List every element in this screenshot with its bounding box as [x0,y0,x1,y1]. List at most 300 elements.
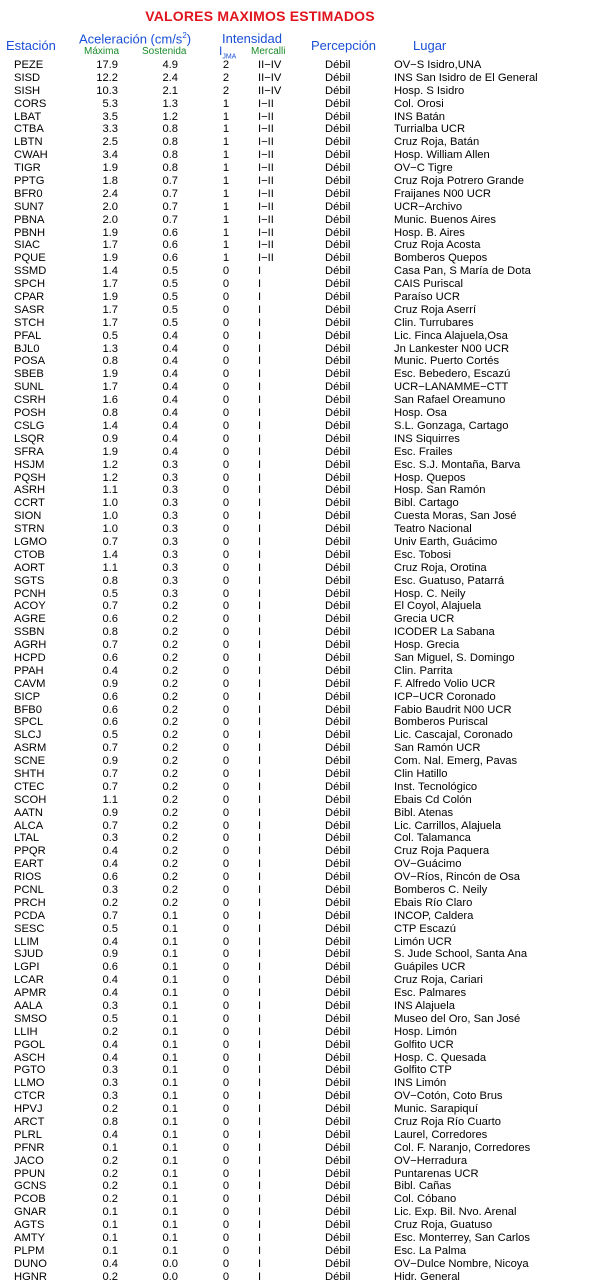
ijma-intensity: 0 [222,729,230,742]
max-acceleration: 0.6 [102,716,118,729]
max-acceleration: 1.0 [102,523,118,536]
perception: Débil [325,1038,351,1051]
place: Fraijanes N00 UCR [394,187,491,200]
ijma-intensity: 0 [222,1000,230,1013]
max-acceleration: 1.7 [102,278,118,291]
sustained-acceleration: 0.1 [162,1012,178,1025]
station-code: SISH [14,84,41,97]
ijma-intensity: 2 [222,71,230,84]
mercalli-intensity: I [258,587,262,600]
perception: Débil [325,484,351,497]
place: S. Jude School, Santa Ana [394,948,528,961]
mercalli-intensity: I [258,1128,262,1141]
sustained-acceleration: 0.4 [162,407,178,420]
station-code: PCNH [14,587,46,600]
mercalli-intensity: I [258,1257,262,1270]
mercalli-intensity: I [258,355,262,368]
mercalli-intensity: I [258,342,262,355]
max-acceleration: 17.9 [96,59,118,71]
station-code: PCNL [14,884,44,896]
station-code: HCPD [14,651,46,664]
mercalli-intensity: I [258,1000,262,1013]
place: San Miguel, S. Domingo [394,651,515,664]
ijma-intensity: 0 [222,1038,230,1051]
ijma-intensity: 0 [222,871,230,884]
mercalli-intensity: I [258,832,262,845]
mercalli-intensity: I [258,1090,262,1103]
station-code: SASR [14,303,45,316]
place: Cruz Roja Aserrí [394,303,477,316]
ijma-intensity: 0 [222,432,230,445]
place: Col. F. Naranjo, Corredores [394,1141,531,1154]
ijma-intensity: 0 [222,1180,230,1193]
sustained-acceleration: 0.2 [162,716,178,729]
station-code: PCDA [14,909,46,922]
perception: Débil [325,278,351,291]
header-perception: Percepción [311,38,377,53]
ijma-intensity: 0 [222,1167,230,1180]
table-row [0,1000,590,1013]
sustained-acceleration: 0.2 [162,677,178,690]
station-code: LGPI [14,961,40,974]
mercalli-intensity: II−IV [258,84,282,97]
place: INS Siquirres [394,432,460,445]
perception: Débil [325,819,351,832]
max-acceleration: 0.8 [102,626,118,639]
ijma-intensity: 0 [222,793,230,806]
mercalli-intensity: I [258,780,262,793]
table-row [0,304,590,317]
ijma-intensity: 0 [222,806,230,819]
sustained-acceleration: 0.1 [162,1141,178,1154]
table-row [0,781,590,794]
table-row [0,355,590,368]
station-code: POSA [14,355,46,368]
perception: Débil [325,677,351,690]
max-acceleration: 0.6 [102,703,118,716]
station-code: GNAR [14,1206,47,1219]
perception: Débil [325,355,351,368]
place: INCOP, Caldera [394,909,474,922]
station-code: AORT [14,561,45,574]
station-code: PQUE [14,252,46,265]
table-row [0,227,590,240]
sustained-acceleration: 0.1 [162,1025,178,1038]
table-row [0,974,590,987]
sustained-acceleration: 0.2 [162,832,178,845]
place: Munic. Buenos Aires [394,213,496,226]
sustained-acceleration: 0.2 [162,600,178,613]
max-acceleration: 0.9 [102,948,118,961]
place: Puntarenas UCR [394,1167,479,1180]
station-code: POSH [14,407,46,420]
sustained-acceleration: 0.2 [162,767,178,780]
mercalli-intensity: I [258,1141,262,1154]
perception: Débil [325,935,351,948]
table-row [0,936,590,949]
max-acceleration: 0.3 [102,1090,118,1103]
station-code: LBAT [14,110,42,123]
max-acceleration: 1.7 [102,303,118,316]
sustained-acceleration: 2.4 [162,71,178,84]
max-acceleration: 0.9 [102,755,118,768]
max-acceleration: 0.5 [102,1012,118,1025]
sustained-acceleration: 1.3 [162,97,178,110]
ijma-intensity: 0 [222,1051,230,1064]
place: Hidr. General [394,1270,460,1283]
table-row [0,407,590,420]
sustained-acceleration: 0.1 [162,922,178,935]
mercalli-intensity: I [258,1012,262,1025]
place: Esc. Bebedero, Escazú [394,368,511,381]
max-acceleration: 1.9 [102,226,118,239]
max-acceleration: 0.9 [102,677,118,690]
mercalli-intensity: I [258,548,262,561]
table-row [0,588,590,601]
perception: Débil [325,1232,351,1245]
ijma-intensity: 0 [222,484,230,497]
mercalli-intensity: I [258,497,262,510]
station-code: SCOH [14,793,47,806]
place: Bibl. Cañas [394,1180,452,1193]
max-acceleration: 0.7 [102,600,118,613]
max-acceleration: 0.4 [102,935,118,948]
mercalli-intensity: I−II [258,200,274,213]
station-code: LLIH [14,1025,38,1038]
station-code: CSLG [14,419,45,432]
mercalli-intensity: I [258,1206,262,1219]
sustained-acceleration: 0.2 [162,819,178,832]
header-acceleration-text: Aceleración (cm/s [79,31,183,47]
ijma-intensity: 1 [222,136,230,149]
ijma-intensity: 0 [222,1257,230,1270]
mercalli-intensity: I [258,896,262,909]
sustained-acceleration: 0.4 [162,355,178,368]
mercalli-intensity: I [258,484,262,497]
table-row [0,343,590,356]
table-row [0,742,590,755]
table-row [0,265,590,278]
station-code: SICP [14,690,41,703]
table-row [0,1206,590,1219]
table-row [0,613,590,626]
max-acceleration: 0.4 [102,845,118,858]
place: Cruz Roja, Guatuso [394,1219,493,1232]
station-code: LBTN [14,136,43,149]
perception: Débil [325,896,351,909]
station-code: CTCR [14,1090,46,1103]
station-code: HPVJ [14,1103,43,1116]
ijma-intensity: 0 [222,690,230,703]
max-acceleration: 10.3 [96,84,118,97]
table-row [0,1245,590,1258]
table-row [0,858,590,871]
perception: Débil [325,1244,351,1257]
mercalli-intensity: I [258,329,262,342]
sustained-acceleration: 0.1 [162,1167,178,1180]
place: Cruz Roja Río Cuarto [394,1116,501,1129]
sustained-acceleration: 0.1 [162,935,178,948]
place: INS Batán [394,110,445,123]
ijma-intensity: 0 [222,909,230,922]
ijma-intensity: 0 [222,329,230,342]
mercalli-intensity: I [258,561,262,574]
place: Hosp. William Allen [394,149,490,162]
data-table [0,59,590,1284]
perception: Débil [325,342,351,355]
station-code: BFB0 [14,703,42,716]
table-row [0,575,590,588]
station-code: APMR [14,987,47,1000]
mercalli-intensity: I [258,1180,262,1193]
table-row [0,1155,590,1168]
sustained-acceleration: 0.2 [162,626,178,639]
station-code: STRN [14,523,45,536]
ijma-intensity: 0 [222,1090,230,1103]
perception: Débil [325,1090,351,1103]
mercalli-intensity: I [258,407,262,420]
mercalli-intensity: I [258,690,262,703]
mercalli-intensity: I−II [258,187,274,200]
sustained-acceleration: 0.1 [162,1038,178,1051]
perception: Débil [325,767,351,780]
station-code: PBNH [14,226,46,239]
mercalli-intensity: I [258,884,262,896]
place: Munic. Sarapiquí [394,1103,478,1116]
max-acceleration: 0.2 [102,1025,118,1038]
mercalli-intensity: I [258,922,262,935]
table-row [0,278,590,291]
perception: Débil [325,432,351,445]
table-row [0,1258,590,1271]
station-code: LCAR [14,974,44,987]
sustained-acceleration: 0.1 [162,1103,178,1116]
sustained-acceleration: 0.7 [162,187,178,200]
perception: Débil [325,561,351,574]
ijma-intensity: 0 [222,819,230,832]
table-row [0,136,590,149]
station-code: LSQR [14,432,45,445]
ijma-intensity: 2 [222,59,230,71]
station-code: CSRH [14,394,46,407]
station-code: SION [14,510,42,523]
table-row [0,652,590,665]
table-row [0,111,590,124]
sustained-acceleration: 0.4 [162,368,178,381]
ijma-intensity: 0 [222,974,230,987]
station-code: PPAH [14,664,44,677]
sustained-acceleration: 0.1 [162,1219,178,1232]
place: Ebais Cd Colón [394,793,472,806]
table-row [0,626,590,639]
max-acceleration: 1.9 [102,445,118,458]
table-row [0,536,590,549]
sustained-acceleration: 0.2 [162,613,178,626]
sustained-acceleration: 0.5 [162,316,178,329]
table-row [0,1026,590,1039]
place: Lic. Exp. Bil. Nvo. Arenal [394,1206,517,1219]
table-row [0,484,590,497]
ijma-intensity: 0 [222,265,230,278]
sustained-acceleration: 0.7 [162,200,178,213]
perception: Débil [325,664,351,677]
table-row [0,1129,590,1142]
sustained-acceleration: 0.2 [162,871,178,884]
perception: Débil [325,626,351,639]
table-row [0,446,590,459]
table-row [0,807,590,820]
table-row [0,948,590,961]
table-row [0,678,590,691]
place: Cruz Roja Potrero Grande [394,175,524,188]
ijma-intensity: 0 [222,1244,230,1257]
table-row [0,923,590,936]
sustained-acceleration: 1.2 [162,110,178,123]
mercalli-intensity: I [258,1154,262,1167]
table-row [0,175,590,188]
ijma-intensity: 0 [222,381,230,394]
place: Col. Orosi [394,97,444,110]
perception: Débil [325,419,351,432]
perception: Débil [325,407,351,420]
max-acceleration: 0.6 [102,613,118,626]
perception: Débil [325,858,351,871]
table-row [0,1193,590,1206]
perception: Débil [325,613,351,626]
max-acceleration: 5.3 [102,97,118,110]
ijma-intensity: 0 [222,742,230,755]
sustained-acceleration: 0.4 [162,445,178,458]
mercalli-intensity: I [258,664,262,677]
sustained-acceleration: 0.2 [162,780,178,793]
perception: Débil [325,909,351,922]
sustained-acceleration: 0.1 [162,1051,178,1064]
sustained-acceleration: 0.4 [162,432,178,445]
mercalli-intensity: I [258,600,262,613]
station-code: SUNL [14,381,44,394]
mercalli-intensity: I−II [258,136,274,149]
sustained-acceleration: 2.1 [162,84,178,97]
perception: Débil [325,690,351,703]
sustained-acceleration: 0.7 [162,213,178,226]
sustained-acceleration: 0.2 [162,845,178,858]
place: Hosp. C. Neily [394,587,466,600]
place: Bomberos Quepos [394,252,488,265]
table-row [0,394,590,407]
place: San Ramón UCR [394,742,481,755]
station-code: ARCT [14,1116,45,1129]
station-code: HSJM [14,458,45,471]
max-acceleration: 1.0 [102,497,118,510]
sustained-acceleration: 0.1 [162,1077,178,1090]
table-row [0,72,590,85]
station-code: ALCA [14,819,44,832]
perception: Débil [325,149,351,162]
mercalli-intensity: I [258,523,262,536]
perception: Débil [325,793,351,806]
station-code: PFNR [14,1141,45,1154]
sustained-acceleration: 0.2 [162,729,178,742]
ijma-intensity: 1 [222,162,230,175]
perception: Débil [325,884,351,896]
station-code: SMSO [14,1012,47,1025]
mercalli-intensity: I [258,432,262,445]
station-code: PFAL [14,329,42,342]
perception: Débil [325,1025,351,1038]
place: F. Alfredo Volio UCR [394,677,496,690]
place: Esc. Frailes [394,445,453,458]
station-code: PRCH [14,896,46,909]
sustained-acceleration: 0.1 [162,948,178,961]
table-row [0,716,590,729]
perception: Débil [325,175,351,188]
mercalli-intensity: I [258,961,262,974]
place: Hosp. Quepos [394,471,466,484]
ijma-intensity: 0 [222,858,230,871]
mercalli-intensity: I [258,1193,262,1206]
ijma-intensity: 1 [222,252,230,265]
mercalli-intensity: I−II [258,162,274,175]
sustained-acceleration: 0.2 [162,742,178,755]
max-acceleration: 0.2 [102,1180,118,1193]
sustained-acceleration: 0.1 [162,974,178,987]
table-row [0,1064,590,1077]
perception: Débil [325,71,351,84]
mercalli-intensity: I [258,1167,262,1180]
max-acceleration: 1.8 [102,175,118,188]
perception: Débil [325,922,351,935]
sustained-acceleration: 0.4 [162,329,178,342]
place: OV−S Isidro,UNA [394,59,482,71]
mercalli-intensity: I [258,265,262,278]
place: Cruz Roja, Batán [394,136,480,149]
mercalli-intensity: I [258,1064,262,1077]
place: Cruz Roja, Orotina [394,561,487,574]
table-row [0,162,590,175]
perception: Débil [325,1154,351,1167]
station-code: PPTG [14,175,45,188]
max-acceleration: 1.0 [102,510,118,523]
max-acceleration: 1.7 [102,239,118,252]
ijma-intensity: 0 [222,548,230,561]
perception: Débil [325,239,351,252]
sustained-acceleration: 0.3 [162,548,178,561]
station-code: AGRH [14,639,47,652]
sustained-acceleration: 0.3 [162,535,178,548]
mercalli-intensity: I [258,755,262,768]
max-acceleration: 0.1 [102,1206,118,1219]
sustained-acceleration: 0.2 [162,755,178,768]
ijma-intensity: 1 [222,187,230,200]
mercalli-intensity: I−II [258,226,274,239]
place: Esc. Guatuso, Patarrá [394,574,505,587]
ijma-intensity: 0 [222,342,230,355]
mercalli-intensity: I [258,858,262,871]
ijma-intensity: 0 [222,291,230,304]
max-acceleration: 0.9 [102,432,118,445]
sustained-acceleration: 0.1 [162,1128,178,1141]
place: Univ Earth, Guácimo [394,535,498,548]
perception: Débil [325,742,351,755]
mercalli-intensity: I−II [258,97,274,110]
max-acceleration: 0.4 [102,1051,118,1064]
mercalli-intensity: I [258,316,262,329]
station-code: HGNR [14,1270,47,1283]
place: Bomberos C. Neily [394,884,488,896]
table-row [0,987,590,1000]
station-code: SBEB [14,368,44,381]
max-acceleration: 0.6 [102,961,118,974]
